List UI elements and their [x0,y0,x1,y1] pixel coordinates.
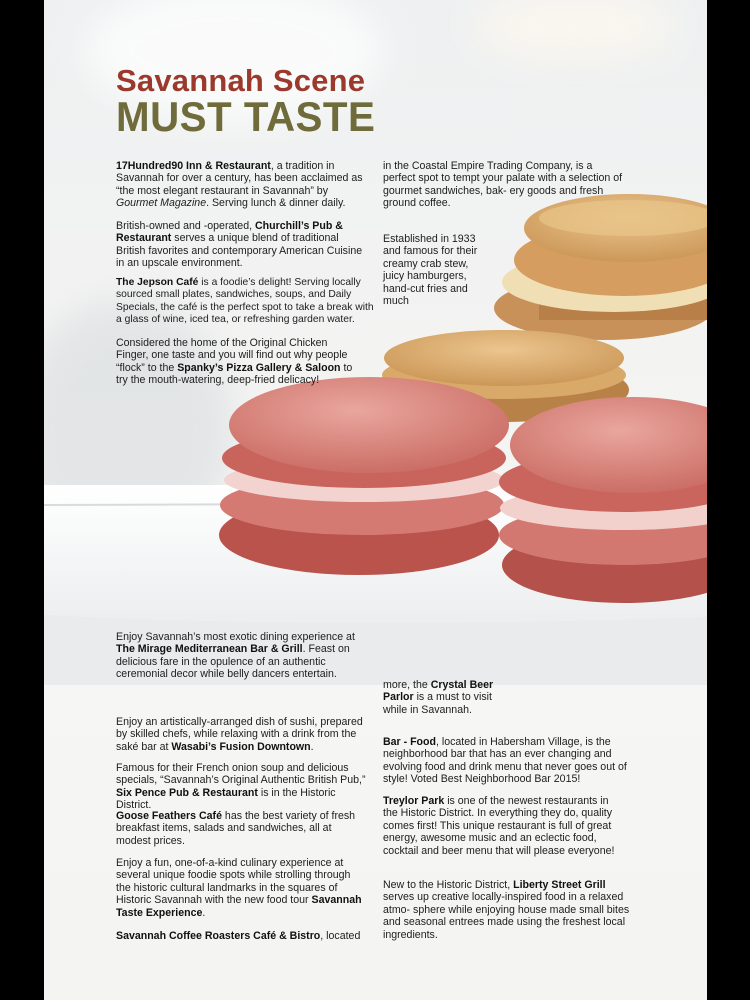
article-text: British-owned and -operated, [116,220,255,232]
article-sixpence [116,762,366,812]
article-mirage [116,631,366,681]
article-text: . [310,740,314,753]
venue-name: Crystal Beer Parlor [383,679,494,704]
article-text: Famous for their French onion soup and delicious specials, “Savannah’s Original Authentic British Pub,” [116,762,366,787]
macaron-pink-right [499,397,707,603]
page-subtitle: MUST TASTE [116,93,376,140]
article-text: more, the [383,679,431,691]
venue-name: Goose Feathers Café [116,810,222,822]
article-text: is a foodie’s delight! Serving locally sourced small plates, sandwiches, soups, and Daily Specials, the café is the perfect spot to take a break with a glass of wine, iced tea, or refreshing garden water. [116,277,374,326]
article-taste [116,857,368,919]
venue-name: The Mirage Mediterranean Bar & Grill [116,643,303,656]
article-barfood [383,736,633,786]
article-text: in the Coastal Empire Trading Company, is a perfect spot to tempt your palate with a selection of gourmet sandwiches, bak- ery goods and fresh ground coffee. [383,160,623,210]
article-text: is in the Historic District. [116,786,336,812]
article-spanky [116,337,361,387]
article-treylor [383,795,623,857]
article-coastal [383,160,623,210]
article-churchill [116,220,368,270]
article-crystal [383,679,501,716]
article-text: to try the mouth-watering, deep-fried delicacy! [116,361,353,387]
article-text: , located [320,930,361,942]
article-text: Enjoy an artistically-arranged dish of sushi, prepared by skilled chefs, while relaxing with a drink from the saké bar at [116,716,363,753]
macaron-pink-left [219,377,509,575]
venue-name: Churchill’s Pub & Restaurant [116,220,343,245]
venue-name: Bar - Food [383,736,436,748]
venue-name: Liberty Street Grill [513,879,606,891]
venue-name: Six Pence Pub & Restaurant [116,786,258,799]
article-text: is one of the newest restaurants in the Historic District. In everything they do, quality comes first! This unique restaurant is full of great energy, awesome music and an eclectic food, cocktail and beer menu that will please everyone! [383,795,615,857]
article-text: is a must to visit while in Savannah. [383,691,492,716]
article-wasabi [116,716,366,753]
article-liberty [383,879,635,941]
article-text: New to the Historic District, [383,879,514,891]
venue-name: Savannah Taste Experience [116,894,362,919]
article-text: Enjoy a fun, one-of-a-kind culinary experience at several unique foodie spots while strolling through the historic cultural landmarks in the squares of Historic Savannah with the new food tour [116,857,351,907]
venue-name: 17Hundred90 Inn & Restaurant [116,160,271,172]
venue-name: Savannah Coffee Roasters Café & Bistro [116,930,321,942]
venue-name: Spanky’s Pizza Gallery & Saloon [177,361,341,374]
venue-name: Wasabi’s Fusion Downtown [171,740,311,753]
article-jepson [116,277,374,327]
article-text: Enjoy Savannah’s most exotic dining experience at [116,631,355,643]
venue-name: The Jepson Café [116,277,199,288]
article-text: Considered the home of the Original Chicken Finger, one taste and you will find out why people “flock” to the [116,337,348,374]
page-title: Savannah Scene [116,63,366,98]
light-glow [474,0,674,60]
article-text: , located in Habersham Village, is the neighborhood bar that has an ever changing and evolving food and drink menu that never goes out of style! Voted Best Neighborhood Bar 2015! [383,736,627,786]
article-text: . Feast on delicious fare in the opulence of an authentic ceremonial decor while belly dancers entertain. [116,643,350,681]
article-roasters [116,930,376,942]
article-text: has the best variety of fresh breakfast items, salads and sandwiches, all at modest prices. [116,810,356,847]
article-established [383,233,479,307]
article-text: . Serving lunch & dinner daily. [206,197,346,210]
article-text: serves up creative locally-inspired food in a relaxed atmo- sphere while enjoying house made small bites and seasonal entrees made using the freshest local ingredients. [383,891,630,941]
venue-name: Treylor Park [383,795,445,807]
article-text: . [202,906,206,919]
article-goose [116,810,366,847]
article-text: Established in 1933 and famous for their creamy crab stew, juicy hamburgers, hand-cut fries and much [383,233,478,308]
article-text: , a tradition in Savannah for over a century, has been acclaimed as “the most elegant restaurant in Savannah” by [116,160,363,197]
magazine-page [44,0,707,1000]
article-inn [116,160,364,210]
magazine-name: Gourmet Magazine [116,197,207,210]
macaron-gold-back [494,194,707,340]
article-text: serves a unique blend of traditional British favorites and contemporary American Cuisine in an upscale environment. [116,232,363,270]
